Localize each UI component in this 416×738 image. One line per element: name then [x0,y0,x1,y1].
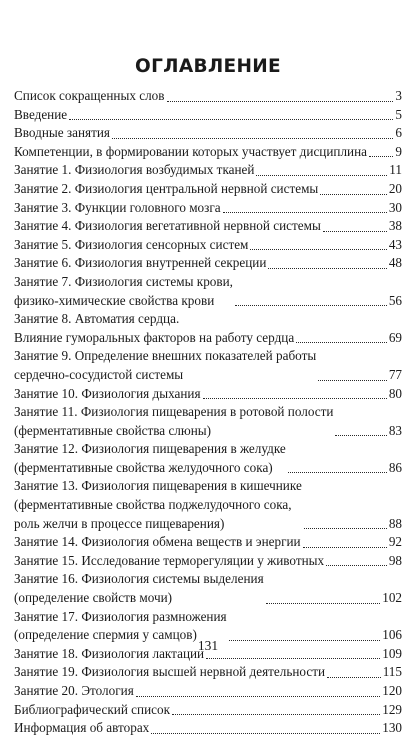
page-title: ОГЛАВЛЕНИЕ [135,56,281,77]
toc-entry [14,106,402,125]
toc-entry-page: 109 [382,645,402,661]
toc-entry-title [14,199,221,218]
toc-entry-page: 43 [388,236,402,252]
toc-entry-title [14,106,67,125]
toc-entry-line: Занятие 1. Физиология возбудимых тканей [14,162,255,178]
toc-entry-page: 102 [382,590,402,606]
toc-entry [14,273,402,310]
toc-entry-line: (ферментативные свойства слюны) [14,422,212,438]
toc-entry-line: Занятие 2. Физиология центральной нервной системы [14,180,319,196]
toc-entry-line: физико-химические свойства крови [14,292,215,308]
toc-entry [14,180,402,199]
dot-leader [250,239,386,250]
dot-leader [326,555,387,566]
dot-leader [223,202,387,213]
toc-entry-title [14,552,324,571]
toc-entry-page: 86 [388,459,402,475]
toc-entry-title [14,236,248,255]
toc-entry-line: Занятие 19. Физиология высшей нервной деятельности [14,664,326,680]
toc-entry-line: (определение свойств мочи) [14,590,173,606]
toc-entry-line: Информация об авторах [14,720,150,736]
toc-entry-title [14,217,321,236]
toc-entry-title [14,273,233,310]
toc-entry-title [14,477,302,533]
toc-entry [14,143,402,162]
toc-entry-line: Занятие 7. Физиология системы крови, [14,273,233,289]
toc-entry-page: 69 [388,329,402,345]
dot-leader [318,370,387,381]
toc-entry-line: Занятие 4. Физиология вегетативной нервной системы [14,218,321,234]
toc-entry [14,124,402,143]
toc-entry [14,199,402,218]
toc-entry-title [14,719,149,738]
toc-entry-title [14,124,110,143]
toc-entry [14,254,402,273]
toc-entry-line: Занятие 16. Физиология системы выделения [14,571,264,587]
toc-entry-page: 77 [388,366,402,382]
toc-entry-page: 115 [382,664,402,680]
dot-leader [172,704,380,715]
toc-entry [14,403,402,440]
toc-entry-page: 48 [388,255,402,271]
toc-entry-line: Занятие 14. Физиология обмена веществ и энергии [14,534,301,550]
toc-entry [14,385,402,404]
toc-entry-page: 88 [388,515,402,531]
dot-leader [136,686,380,697]
toc-entry-title [14,701,170,720]
dot-leader [151,723,380,734]
toc-entry-line: Занятие 12. Физиология пищеварения в желудке [14,441,286,457]
toc-entry-page: 20 [388,180,402,196]
toc-entry-page: 92 [388,534,402,550]
toc-entry-line: Вводные занятия [14,125,110,141]
toc-entry-line: Занятие 17. Физиология размножения [14,608,227,624]
toc-entry-page: 130 [382,720,402,736]
toc-entry-line: Занятие 18. Физиология лактации [14,645,205,661]
dot-leader [369,146,393,157]
dot-leader [112,128,393,139]
dot-leader [266,593,381,604]
toc-entry-line: сердечно-сосудистой системы [14,366,184,382]
toc-entry-title [14,254,266,273]
toc-entry-page: 30 [388,199,402,215]
toc-entry-page: 9 [395,143,402,159]
toc-entry-line: Занятие 11. Физиология пищеварения в ротовой полости [14,404,334,420]
toc-entry-title [14,347,316,384]
dot-leader [335,425,386,436]
toc-entry [14,347,402,384]
toc-entry-page: 120 [382,683,402,698]
toc-entry-title [14,682,134,701]
dot-leader [256,165,387,176]
toc-entry-page: 38 [388,218,402,234]
toc-entry [14,682,402,701]
toc-entry-title [14,663,325,682]
toc-entry-title [14,87,165,106]
toc-entry [14,533,402,552]
toc-entry [14,701,402,720]
toc-entry-line: Занятие 3. Функции головного мозга [14,199,221,215]
toc-entry-line: Занятие 9. Определение внешних показателей работы [14,348,317,364]
toc-entry-title [14,440,286,477]
toc-entry [14,310,402,347]
toc-entry [14,663,402,682]
toc-entry-line: Библиографический список [14,701,171,717]
dot-leader [268,258,386,269]
toc-entry-line: Занятие 6. Физиология внутренней секреции [14,255,267,271]
toc-entry-line: Занятие 5. Физиология сенсорных систем [14,236,249,252]
toc-entry-page: 80 [388,385,402,401]
toc-entry-line: Список сокращенных слов [14,88,165,103]
toc-entry-title [14,570,264,607]
dot-leader [235,295,387,306]
toc-entry-title [14,403,333,440]
dot-leader [296,332,387,343]
toc-entry-page: 5 [395,106,402,122]
dot-leader [327,667,381,678]
toc-entry-line: (ферментативные свойства поджелудочного сока, [14,497,292,513]
toc-entry-title [14,310,294,347]
dot-leader [303,537,387,548]
toc-entry-page: 56 [388,292,402,308]
dot-leader [69,109,393,120]
toc-entry-line: Компетенции, в формировании которых участвует дисциплина [14,143,368,159]
dot-leader [320,184,387,195]
toc-entry-title [14,385,201,404]
dot-leader [203,388,387,399]
dot-leader [288,462,387,473]
toc-entry-page: 6 [395,125,402,141]
toc-entry [14,161,402,180]
toc-entry [14,87,402,106]
toc-entry-page: 11 [389,162,402,178]
dot-leader [323,221,387,232]
page-number: 131 [197,638,219,653]
toc-entry-line: (определение спермия у самцов) [14,627,197,643]
toc-entry-line: роль желчи в процессе пищеварения) [14,515,225,531]
toc-entry-line: Занятие 10. Физиология дыхания [14,385,201,401]
toc-entry-page: 106 [382,627,402,643]
toc-entry-title [14,161,254,180]
toc-entry [14,570,402,607]
dot-leader [167,91,394,102]
toc-entry-line: Введение [14,106,68,122]
toc-entry-line: Занятие 8. Автоматия сердца. [14,311,180,327]
toc-entry-line: Занятие 13. Физиология пищеварения в кишечнике [14,478,302,494]
toc-entry-title [14,533,301,552]
toc-entry-line: Влияние гуморальных факторов на работу сердца [14,329,295,345]
toc-entry [14,477,402,533]
toc-entry-page: 3 [395,88,402,103]
toc-entry [14,552,402,571]
dot-leader [304,518,387,529]
toc-entry [14,440,402,477]
toc-entry-line: (ферментативные свойства желудочного сока) [14,459,273,475]
toc-entry [14,719,402,738]
toc-entry-title [14,143,367,162]
toc-entry-line: Занятие 20. Этология [14,683,134,698]
toc-entry [14,236,402,255]
toc-entry-title [14,180,318,199]
toc-entry-page: 98 [388,552,402,568]
toc-entry-page: 129 [382,701,402,717]
toc-entry [14,217,402,236]
toc-entry-page: 83 [388,422,402,438]
toc-entry-line: Занятие 15. Исследование терморегуляции у животных [14,552,325,568]
